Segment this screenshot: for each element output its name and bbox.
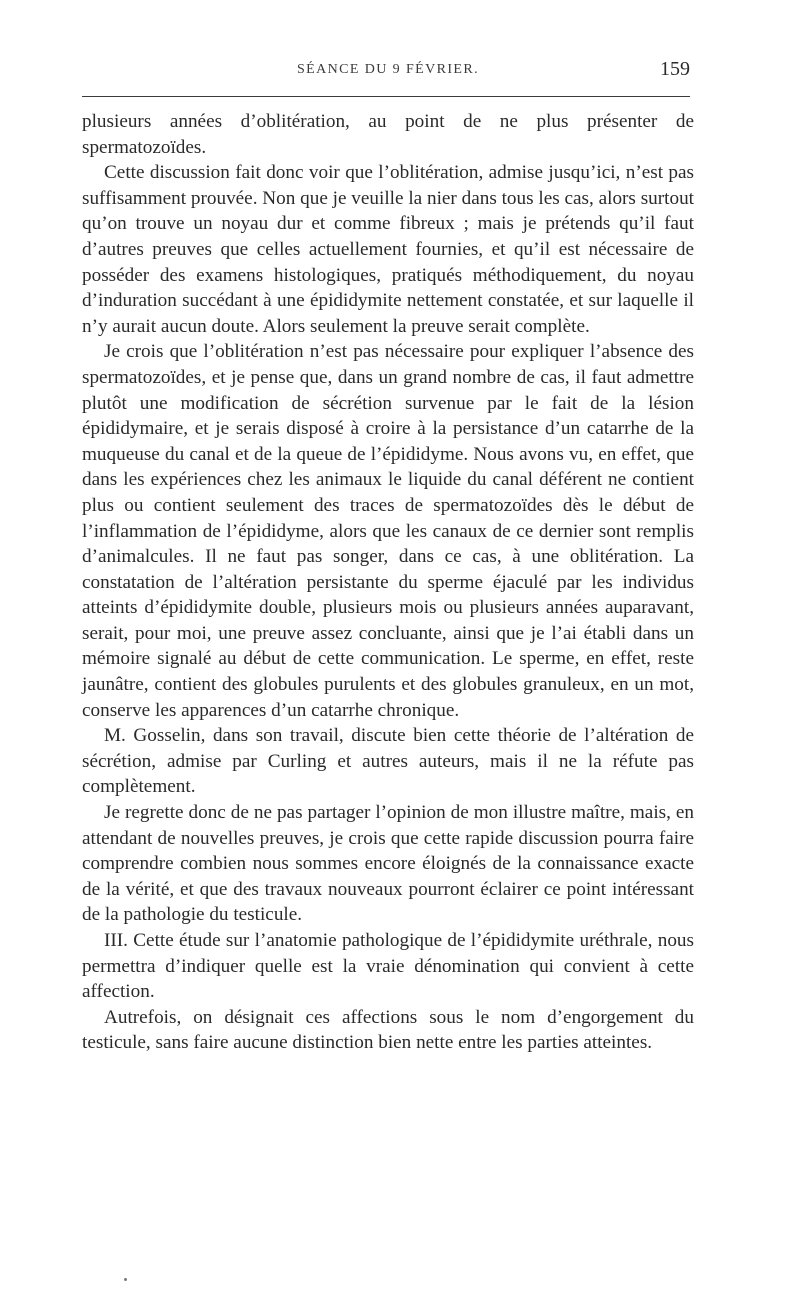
body-text (82, 109, 694, 1056)
running-head (82, 58, 694, 86)
running-title: SÉANCE DU 9 FÉVRIER. (296, 62, 479, 77)
paragraph: Je crois que l’oblitération n’est pas nécessaire pour expliquer l’absence des spermatozoïdes, et je pense que, dans un grand nombre de cas, il faut admettre plutôt une modification de sécrétion survenue par le fait de la lésion épididymaire, et je serais disposé à croire à la persistance d’un catarrhe de la muqueuse du canal et de la queue de l’épididyme. Nous avons vu, en effet, que dans les expériences chez les animaux le liquide du canal déférent ne contient plus ou contient seulement des traces de spermatozoïdes dès le début de l’inflammation de l’épididyme, alors que les canaux de ce dernier sont remplis d’animalcules. Il ne faut pas songer, dans ce cas, à une oblitération. La constatation de l’altération persistante du sperme éjaculé par les individus atteints d’épididymite double, plusieurs mois ou plusieurs années auparavant, serait, pour moi, une preuve assez concluante, ainsi que je l’ai établi dans un mémoire signalé au début de cette communication. Le sperme, en effet, reste jaunâtre, contient des globules purulents et des globules granuleux, en un mot, conserve les apparences d’un catarrhe chronique. (82, 341, 694, 721)
paragraph: Cette discussion fait donc voir que l’oblitération, admise jusqu’ici, n’est pas suffisamment prouvée. Non que je veuille la nier dans tous les cas, alors surtout qu’on trouve un noyau dur et comme fibreux ; mais je prétends qu’il faut d’autres preuves que celles actuellement fournies, et qu’il est nécessaire de posséder des examens histologiques, pratiqués méthodiquement, du noyau d’induration succédant à une épididymite nettement constatée, et sur laquelle il n’y aurait aucun doute. Alors seulement la preuve serait complète. (82, 162, 694, 337)
paragraph: III. Cette étude sur l’anatomie pathologique de l’épididymite uréthrale, nous permettra d’indiquer quelle est la vraie dénomination qui convient à cette affection. (82, 930, 694, 1003)
paragraph-continuation: plusieurs années d’oblitération, au point de ne plus présenter de spermatozoïdes. (82, 111, 694, 158)
paragraph: M. Gosselin, dans son travail, discute bien cette théorie de l’altération de sécrétion, admise par Curling et autres auteurs, mais il ne la réfute pas complètement. (82, 725, 694, 798)
paper-speck (124, 1278, 127, 1281)
paragraph: Je regrette donc de ne pas partager l’opinion de mon illustre maître, mais, en attendant de nouvelles preuves, je crois que cette rapide discussion pourra faire comprendre combien nous sommes encore éloignés de la connaissance exacte de la vérité, et que des travaux nouveaux pourront éclairer ce point intéressant de la pathologie du testicule. (82, 802, 694, 926)
book-page (82, 58, 694, 1056)
paragraph: Autrefois, on désignait ces affections sous le nom d’engorgement du testicule, sans faire aucune distinction bien nette entre les parties atteintes. (82, 1006, 694, 1054)
header-rule (82, 96, 690, 97)
page-number: 159 (660, 58, 690, 80)
